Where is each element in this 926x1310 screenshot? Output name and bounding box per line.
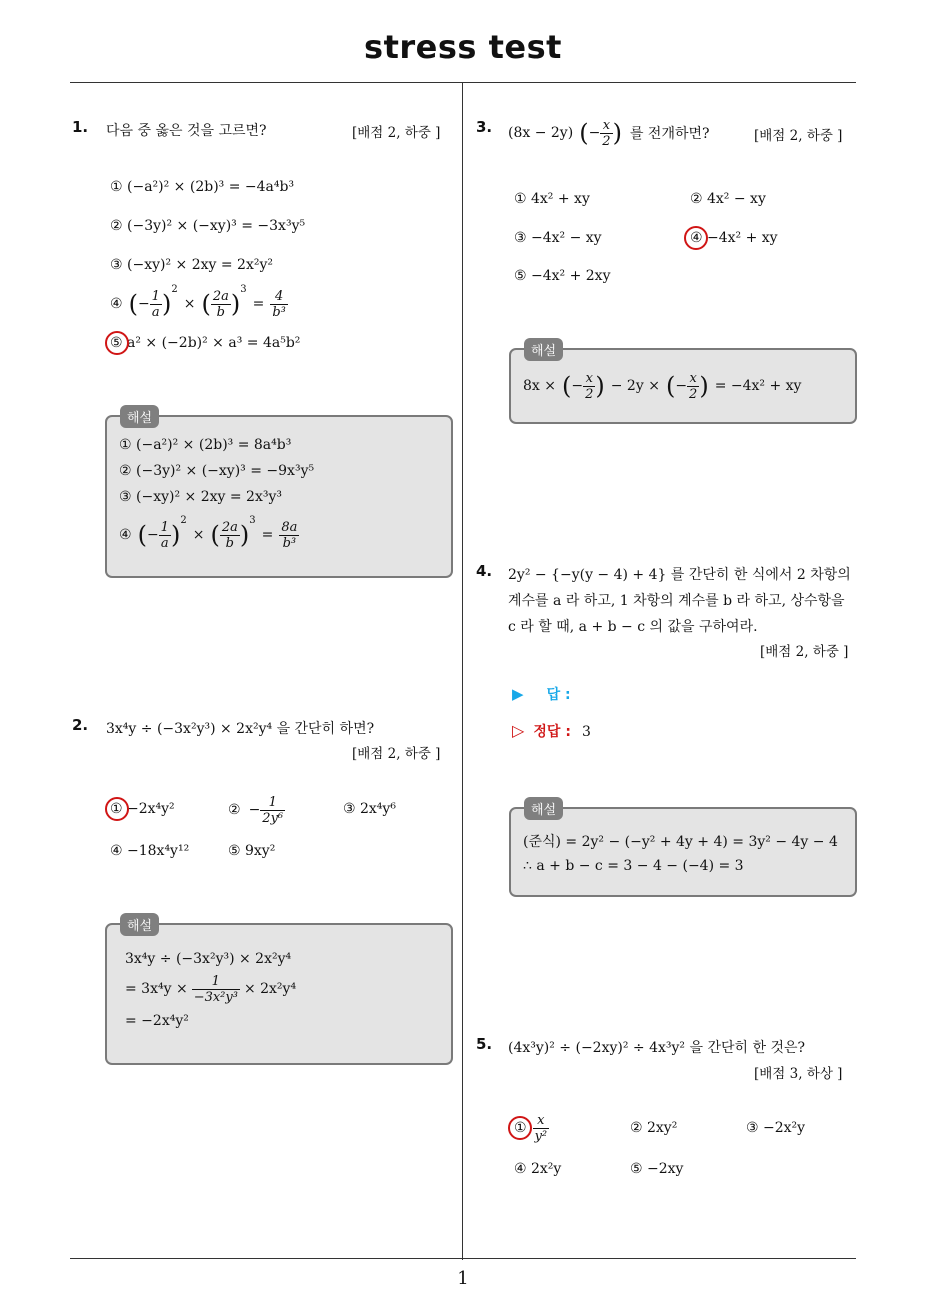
question-meta: [배점 2, 하중 ] (760, 644, 849, 660)
answer-mark-circle (684, 226, 708, 250)
question-meta: [배점 2, 하중 ] (352, 125, 441, 141)
option-3[interactable]: ③ 2x⁴y⁶ (343, 801, 396, 817)
solution-box (509, 348, 857, 424)
fraction: $\frac{2a}{b}$ (212, 288, 229, 320)
solution-line: ③ (−xy)² × 2xy = 2x³y³ (119, 489, 282, 505)
fraction: $\frac{1}{\text{2y⁶}}$ (262, 794, 284, 826)
correct-value: 3 (582, 724, 591, 740)
solution-tag: 해설 (120, 913, 159, 936)
question-number: 2. (72, 716, 89, 734)
footer-rule (70, 1258, 856, 1259)
question-text-line: 계수를 a 라 하고, 1 차항의 계수를 b 라 하고, 상수항을 (508, 593, 845, 609)
option-4[interactable]: ④ ( − $\frac{1}{a}$ ) $^2$ × ( $\frac{2a}{b}$ ) $^3$ = $\frac{4}{\text{b³}}$ (110, 284, 286, 320)
column-divider (462, 83, 463, 1260)
option-number: ① (514, 1120, 527, 1136)
question-text-line: c 라 할 때, a + b − c 의 값을 구하여라. (508, 619, 758, 635)
option-2[interactable]: ② 4x² − xy (690, 191, 766, 207)
play-arrow-icon: ▶ (512, 685, 524, 703)
solution-line: 8x × ( − $\frac{x}{2}$ ) − 2y × ( − $\frac{x}{2}$ ) = −4x² + xy (523, 370, 802, 402)
option-number: ② (228, 802, 241, 818)
page-title: stress test (364, 28, 562, 66)
option-5[interactable]: ⑤ −4x² + 2xy (514, 268, 611, 284)
fraction: $\frac{x}{2}$ (602, 117, 611, 149)
option-2[interactable]: ② − $\frac{1}{\text{2y⁶}}$ (228, 794, 284, 826)
option-number: ④ (110, 296, 123, 312)
solution-box (105, 415, 453, 578)
solution-tag: 해설 (524, 338, 563, 361)
solution-line: = 3x⁴y × $\frac{1}{\text{−3x²y³}}$ × 2x²y⁴ (125, 973, 297, 1005)
question-text-line: 2y² − {−y(y − 4) + 4} 를 간단히 한 식에서 2 차항의 (508, 567, 851, 583)
question-meta: [배점 2, 하중 ] (352, 746, 441, 762)
solution-box (105, 923, 453, 1065)
option-4[interactable]: ④ 2x²y (514, 1161, 562, 1177)
option-3[interactable]: ③ (−xy)² × 2xy = 2x²y² (110, 257, 273, 273)
hollow-arrow-icon: ▷ (512, 721, 525, 740)
page-number: 1 (457, 1268, 469, 1289)
solution-line: ② (−3y)² × (−xy)³ = −9x³y⁵ (119, 463, 315, 479)
option-5[interactable]: ⑤ −2xy (630, 1161, 684, 1177)
option-2[interactable]: ② (−3y)² × (−xy)³ = −3x³y⁵ (110, 218, 306, 234)
option-1[interactable]: ① (−a²)² × (2b)³ = −4a⁴b³ (110, 179, 295, 195)
solution-tag: 해설 (524, 797, 563, 820)
fraction: $\frac{x}{2}$ (585, 370, 594, 402)
question-meta: [배점 3, 하상 ] (754, 1066, 843, 1082)
solution-line: ∴ a + b − c = 3 − 4 − (−4) = 3 (523, 858, 744, 874)
solution-line: ① (−a²)² × (2b)³ = 8a⁴b³ (119, 437, 292, 453)
option-2[interactable]: ② 2xy² (630, 1120, 678, 1136)
question-number: 1. (72, 118, 89, 136)
solution-line: (준식) = 2y² − (−y² + 4y + 4) = 3y² − 4y − 4 (523, 834, 838, 850)
fraction: $\frac{4}{\text{b³}}$ (272, 288, 286, 320)
correct-answer-row (512, 721, 591, 741)
question-number: 3. (476, 118, 493, 136)
option-5[interactable]: ⑤ a² × (−2b)² × a³ = 4a⁵b² (110, 335, 301, 351)
question-meta: [배점 2, 하중 ] (754, 128, 843, 144)
fraction: $\frac{1}{a}$ (160, 519, 169, 551)
question-text: 3x⁴y ÷ (−3x²y³) × 2x²y⁴ 을 간단히 하면? (106, 721, 375, 737)
question-text: 다음 중 옳은 것을 고르면? (106, 123, 267, 139)
solution-line: ④ ( − $\frac{1}{a}$ ) $^2$ × ( $\frac{2a}{b}$ ) $^3$ = $\frac{8a}{\text{b³}}$ (119, 515, 298, 551)
option-1[interactable]: ① −2x⁴y² (110, 801, 175, 817)
solution-line: = −2x⁴y² (125, 1013, 189, 1029)
option-3[interactable]: ③ −2x²y (746, 1120, 806, 1136)
fraction: $\frac{x}{2}$ (689, 370, 698, 402)
question-text: (8x − 2y) ( − $\frac{x}{2}$ ) 를 전개하면? (508, 117, 710, 149)
answer-mark-circle (105, 331, 129, 355)
solution-box (509, 807, 857, 897)
option-4[interactable]: ④ −4x² + xy (690, 230, 778, 246)
solution-line: 3x⁴y ÷ (−3x²y³) × 2x²y⁴ (125, 951, 292, 967)
question-text: (4x³y)² ÷ (−2xy)² ÷ 4x³y² 을 간단히 한 것은? (508, 1040, 806, 1056)
answer-mark-circle (508, 1116, 532, 1140)
answer-label: 답 : (546, 687, 571, 703)
answer-row[interactable] (512, 684, 571, 704)
fraction: $\frac{8a}{\text{b³}}$ (281, 519, 298, 551)
fraction: $\frac{1}{\text{−3x²y³}}$ (193, 973, 238, 1005)
fraction: $\frac{2a}{b}$ (221, 519, 238, 551)
fraction: $\frac{x}{\text{y²}}$ (534, 1112, 548, 1144)
correct-label: 정답 : (533, 724, 571, 740)
fraction: $\frac{1}{a}$ (151, 288, 160, 320)
solution-tag: 해설 (120, 405, 159, 428)
option-3[interactable]: ③ −4x² − xy (514, 230, 602, 246)
question-number: 5. (476, 1035, 493, 1053)
answer-mark-circle (105, 797, 129, 821)
header-rule (70, 82, 856, 83)
option-1[interactable]: ① 4x² + xy (514, 191, 590, 207)
option-4[interactable]: ④ −18x⁴y¹² (110, 843, 190, 859)
option-5[interactable]: ⑤ 9xy² (228, 843, 276, 859)
question-number: 4. (476, 562, 493, 580)
